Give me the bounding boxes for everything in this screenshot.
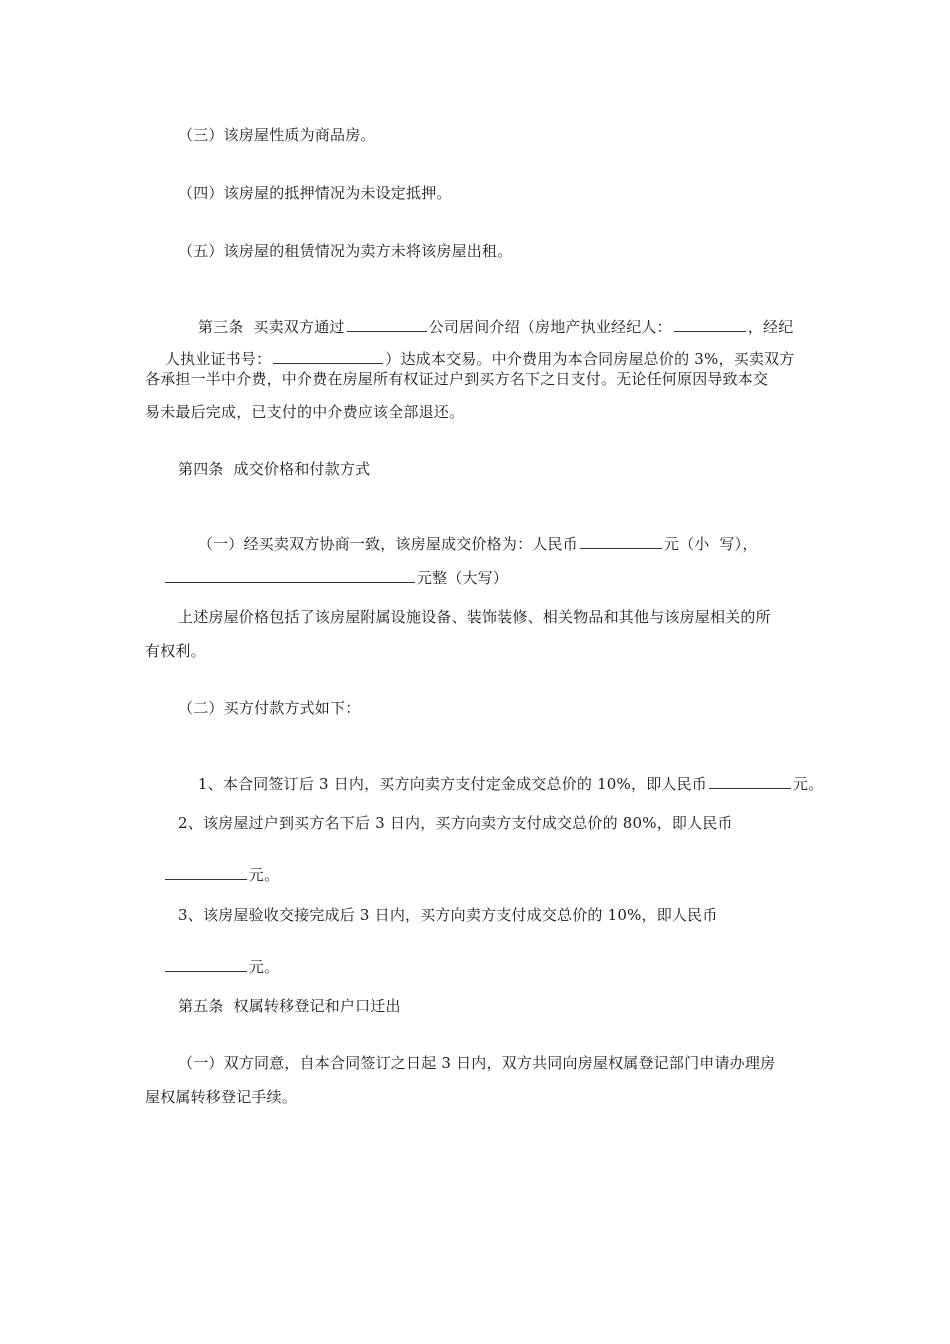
payment-3-unit: 元。 [248, 958, 280, 976]
article3-line1-text-c: ，经纪 [747, 318, 794, 336]
license-number-blank [273, 349, 383, 364]
article3-line2-text-b: ）达成本交易。中介费用为本合同房屋总价的 3%，买卖双方 [385, 350, 795, 368]
article4-item1-text-a: （一）经买卖双方协商一致，该房屋成交价格为：人民币 [197, 535, 578, 553]
article4-item1-text-b: 元（小 写）， [663, 535, 758, 553]
payment-2-line1: 2、该房屋过户到买方名下后 3 日内，买方向卖方支付成交总价的 80%，即人民币 [178, 814, 733, 832]
payment-3-line2 [145, 938, 279, 995]
payment-1-text: 1、本合同签订后 3 日内，买方向卖方支付定金成交总价的 10%，即人民币 [197, 775, 708, 793]
article4-item1-text-c: 元整（大写） [416, 569, 509, 587]
payment-1-unit: 元。 [793, 775, 824, 793]
article4-item1-line2 [145, 549, 508, 606]
article5-title: 第五条 权属转移登记和户口迁出 [178, 997, 401, 1015]
payment-2-amount-blank [165, 865, 247, 880]
payment-2-unit: 元。 [248, 866, 280, 884]
article3-line3: 各承担一半中介费，中介费在房屋所有权证过户到买方名下之日支付。无论任何原因导致本交 [145, 370, 769, 388]
article3-line1-text-a: 第三条 买卖双方通过 [197, 318, 345, 336]
payment-3-line1: 3、该房屋验收交接完成后 3 日内，买方向卖方支付成交总价的 10%，即人民币 [178, 906, 718, 924]
paragraph-lease-status: （五）该房屋的租赁情况为卖方未将该房屋出租。 [178, 242, 513, 260]
price-words-blank [165, 568, 415, 583]
article4-item2: （二）买方付款方式如下： [178, 699, 361, 717]
article5-item1-line2: 屋权属转移登记手续。 [145, 1088, 298, 1106]
article3-line4: 易未最后完成，已支付的中介费应该全部退还。 [145, 403, 465, 421]
paragraph-property-nature: （三）该房屋性质为商品房。 [178, 126, 376, 144]
price-note-line2: 有权利。 [145, 642, 206, 660]
payment-1 [178, 755, 823, 812]
article3-line2-text-a: 人执业证书号： [164, 350, 272, 368]
payment-1-amount-blank [709, 774, 791, 789]
paragraph-mortgage-status: （四）该房屋的抵押情况为未设定抵押。 [178, 184, 452, 202]
article4-title: 第四条 成交价格和付款方式 [178, 460, 371, 478]
price-numeric-blank [580, 534, 662, 549]
payment-2-line2 [145, 846, 279, 903]
article5-item1-line1: （一）双方同意，自本合同签订之日起 3 日内，双方共同向房屋权属登记部门申请办理房 [178, 1054, 776, 1072]
payment-3-amount-blank [165, 957, 247, 972]
article3-line1-text-b: 公司居间介绍（房地产执业经纪人： [428, 318, 672, 336]
price-note-line1: 上述房屋价格包括了该房屋附属设施设备、装饰装修、相关物品和其他与该房屋相关的所 [178, 608, 771, 626]
